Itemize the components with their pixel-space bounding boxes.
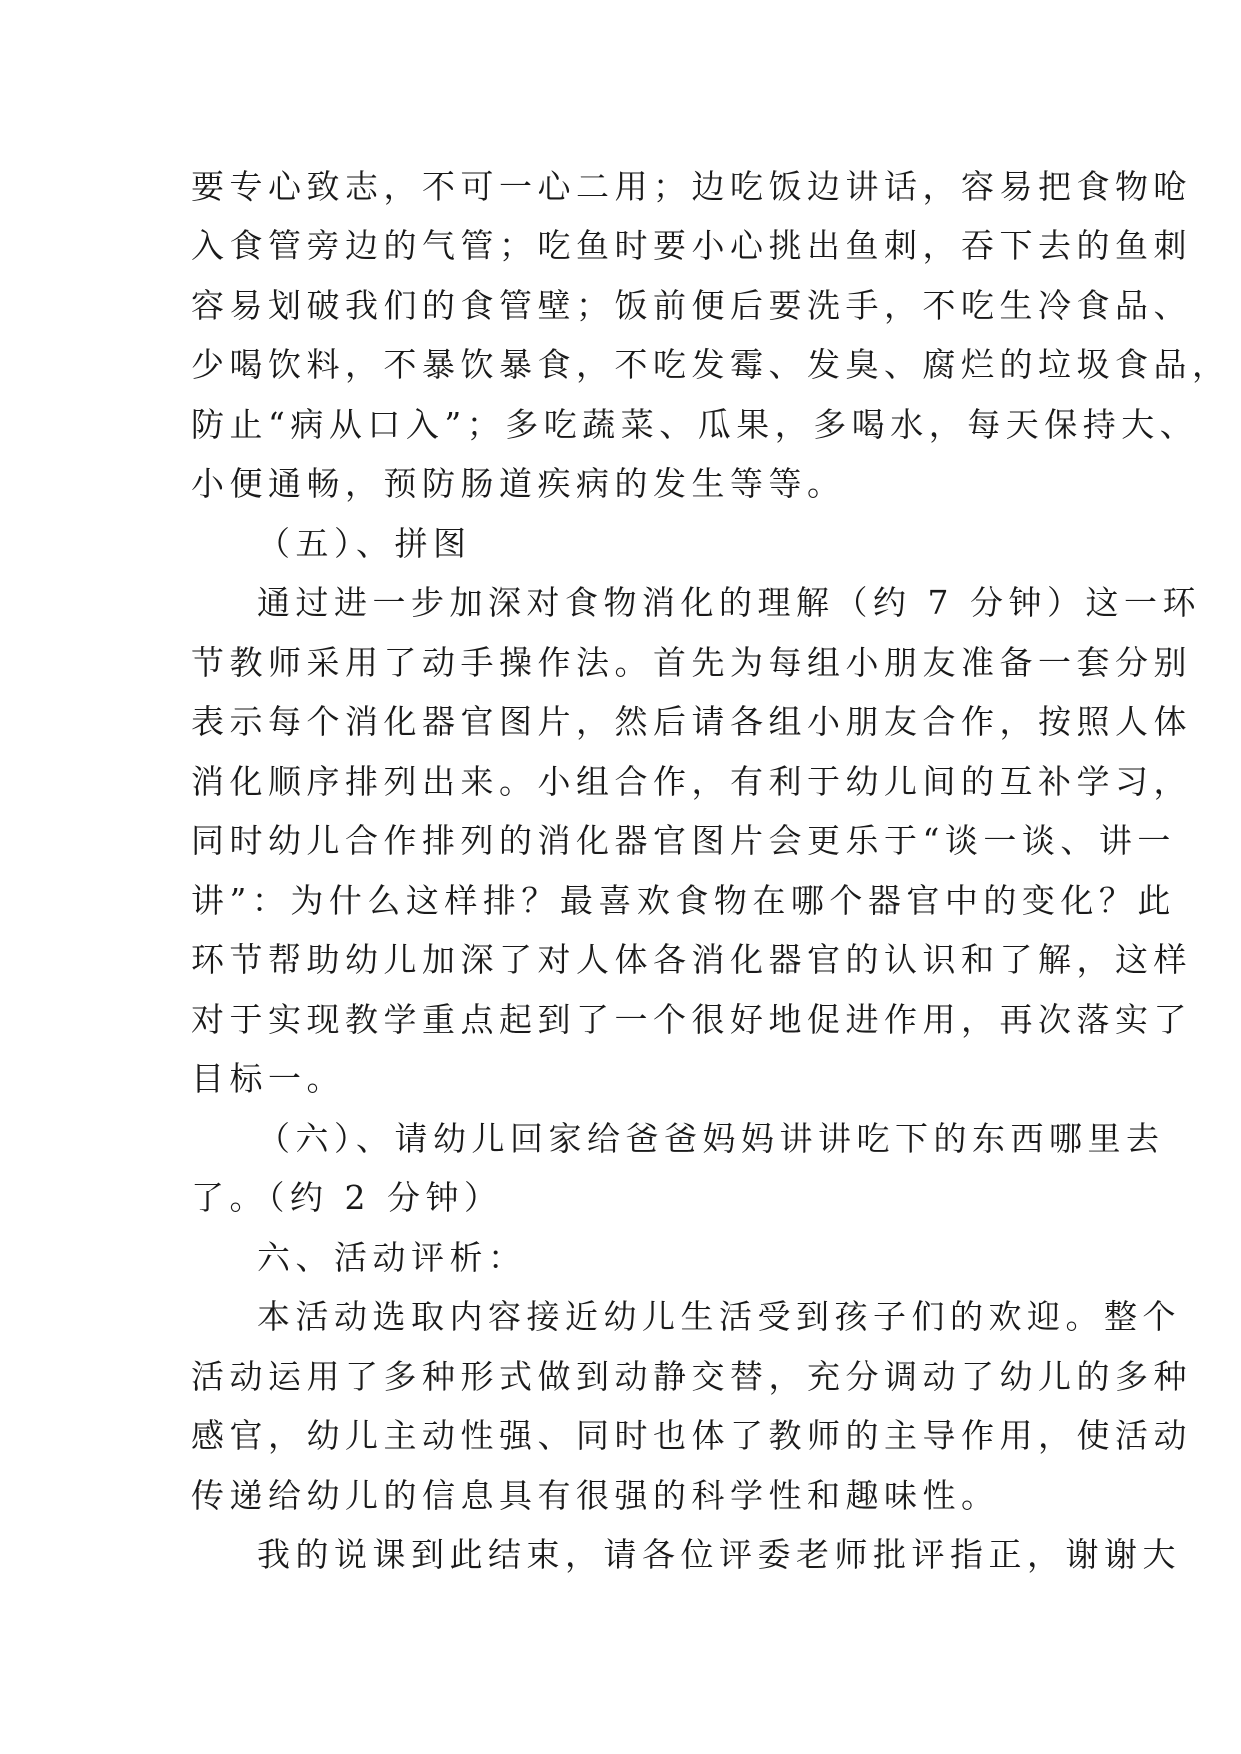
body-line: 同时幼儿合作排列的消化器官图片会更乐于“谈一谈、讲一	[191, 821, 1176, 860]
body-line: 少喝饮料，不暴饮暴食，不吃发霉、发臭、腐烂的垃圾食品，	[191, 345, 1231, 384]
body-line: 表示每个消化器官图片，然后请各组小朋友合作，按照人体	[191, 702, 1192, 741]
body-line: 节教师采用了动手操作法。首先为每组小朋友准备一套分别	[191, 643, 1192, 682]
body-line: 防止“病从口入”；多吃蔬菜、瓜果，多喝水，每天保持大、	[191, 405, 1199, 444]
section-heading: 六、活动评析：	[257, 1238, 527, 1277]
body-line: 了。（约 2 分钟）	[191, 1178, 503, 1217]
body-line: 环节帮助幼儿加深了对人体各消化器官的认识和了解，这样	[191, 940, 1192, 979]
body-line: 入食管旁边的气管；吃鱼时要小心挑出鱼刺，吞下去的鱼刺	[191, 226, 1192, 265]
body-line: 容易划破我们的食管壁；饭前便后要洗手，不吃生冷食品、	[191, 286, 1192, 325]
body-line: 讲”：为什么这样排？最喜欢食物在哪个器官中的变化？此	[191, 881, 1176, 920]
body-line: 我的说课到此结束，请各位评委老师批评指正，谢谢大	[257, 1535, 1181, 1574]
body-line: 对于实现教学重点起到了一个很好地促进作用，再次落实了	[191, 1000, 1192, 1039]
body-line: 感官，幼儿主动性强、同时也体了教师的主导作用，使活动	[191, 1416, 1192, 1455]
body-line: 消化顺序排列出来。小组合作，有利于幼儿间的互补学习，	[191, 762, 1192, 801]
body-line: 小便通畅，预防肠道疾病的发生等等。	[191, 464, 846, 503]
body-line: 要专心致志，不可一心二用；边吃饭边讲话，容易把食物呛	[191, 167, 1192, 206]
section-heading: （五）、拼图	[257, 524, 472, 563]
body-line: 目标一。	[191, 1059, 345, 1098]
body-line: 传递给幼儿的信息具有很强的科学性和趣味性。	[191, 1476, 1000, 1515]
body-line: 本活动选取内容接近幼儿生活受到孩子们的欢迎。整个	[257, 1297, 1181, 1336]
body-line: 通过进一步加深对食物消化的理解（约 7 分钟）这一环	[257, 583, 1201, 622]
body-line: 活动运用了多种形式做到动静交替，充分调动了幼儿的多种	[191, 1357, 1192, 1396]
section-heading: （六）、请幼儿回家给爸爸妈妈讲讲吃下的东西哪里去	[257, 1119, 1165, 1158]
